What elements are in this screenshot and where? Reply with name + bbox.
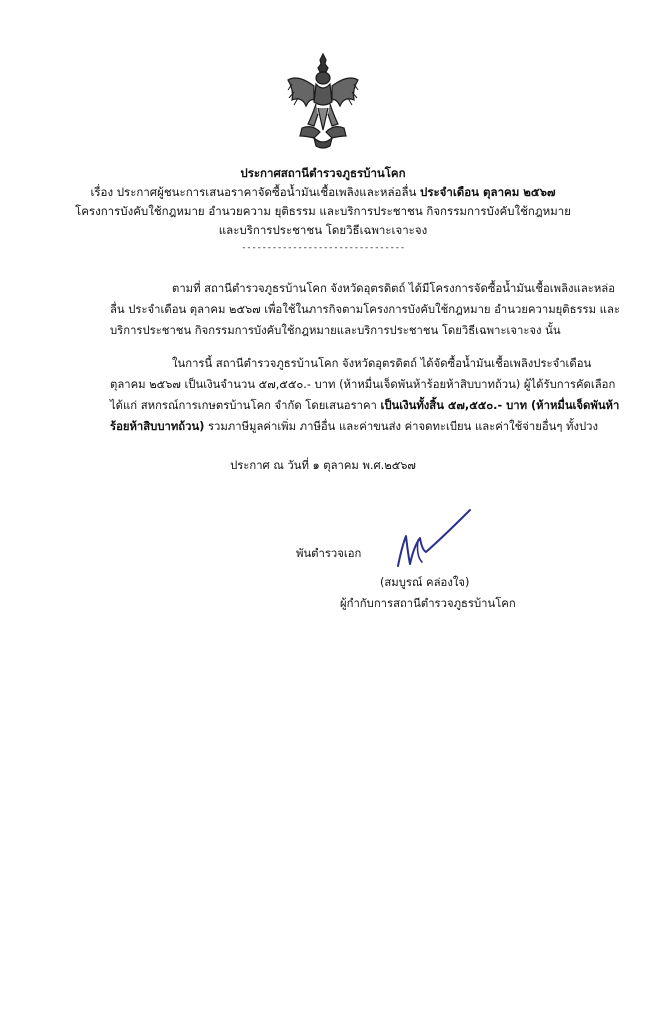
total-amount: เป็นเงินทั้งสิ้น ๕๗,๕๕๐.- บาท (ห้าหมื่นเจ็ดพันห้า (380, 399, 620, 412)
subject-line-1 (60, 183, 586, 202)
subject-month: ประจำเดือน ตุลาคม ๒๕๖๗ (420, 185, 556, 199)
paragraph-2-line-4 (110, 418, 598, 436)
signer-position: ผู้กำกับการสถานีตำรวจภูธรบ้านโคก (340, 597, 516, 610)
paragraph-1-line-3: บริการประชาชน กิจกรรมการบังคับใช้กฎหมายและบริการประชาชน โดยวิธีเฉพาะเจาะจง นั้น (110, 324, 561, 337)
paragraph-1-line-2: ลื่น ประจำเดือน ตุลาคม ๒๕๖๗ เพื่อใช้ในภารกิจตามโครงการบังคับใช้กฎหมาย อำนวยความยุติธรรม และ (110, 303, 620, 316)
paragraph-2-line-1: ในการนี้ สถานีตำรวจภูธรบ้านโคก จังหวัดอุตรดิตถ์ ได้จัดซื้อน้ำมันเชื้อเพลิงประจำเดือน (172, 357, 592, 370)
header-divider: -------------------------------- (241, 243, 405, 253)
subject-prefix: เรื่อง ประกาศผู้ชนะการเสนอราคาจัดซื้อน้ำมันเชื้อเพลิงและหล่อลื่น (90, 185, 421, 199)
subject-line-3: และบริการประชาชน โดยวิธีเฉพาะเจาะจง (218, 223, 428, 237)
paragraph-2-line-3 (110, 397, 619, 415)
announcement-date: ประกาศ ณ วันที่ ๑ ตุลาคม พ.ศ.๒๕๖๗ (230, 459, 416, 472)
signer-name: (สมบูรณ์ คล่องใจ) (380, 576, 470, 589)
total-amount-words: ร้อยห้าสิบบาทถ้วน) (110, 420, 205, 433)
signer-rank: พันตำรวจเอก (296, 547, 362, 560)
paragraph-1-line-1: ตามที่ สถานีตำรวจภูธรบ้านโคก จังหวัดอุตรดิตถ์ ได้มีโครงการจัดซื้อน้ำมันเชื้อเพลิงและหล่อ (172, 282, 615, 295)
subject-line-2: โครงการบังคับใช้กฎหมาย อำนวยความ ยุติธรรม และบริการประชาชน กิจกรรมการบังคับใช้กฎหมาย (75, 204, 571, 218)
handwritten-signature-icon (394, 506, 474, 570)
paragraph-2-line-2: ตุลาคม ๒๕๖๗ เป็นเงินจำนวน ๕๗,๕๕๐.- บาท (ห้าหมื่นเจ็ดพันห้าร้อยห้าสิบบาทถ้วน) ผู้ได้รับการคัดเลือก (110, 378, 616, 391)
tax-note: รวมภาษีมูลค่าเพิ่ม ภาษีอื่น และค่าขนส่ง ค่าจดทะเบียน และค่าใช้จ่ายอื่นๆ ทั้งปวง (204, 420, 599, 433)
garuda-emblem-icon (284, 50, 362, 150)
winner-text: ได้แก่ สหกรณ์การเกษตรบ้านโคก จำกัด โดยเสนอราคา (110, 399, 381, 412)
announcement-title: ประกาศสถานีตำรวจภูธรบ้านโคก (240, 166, 406, 180)
